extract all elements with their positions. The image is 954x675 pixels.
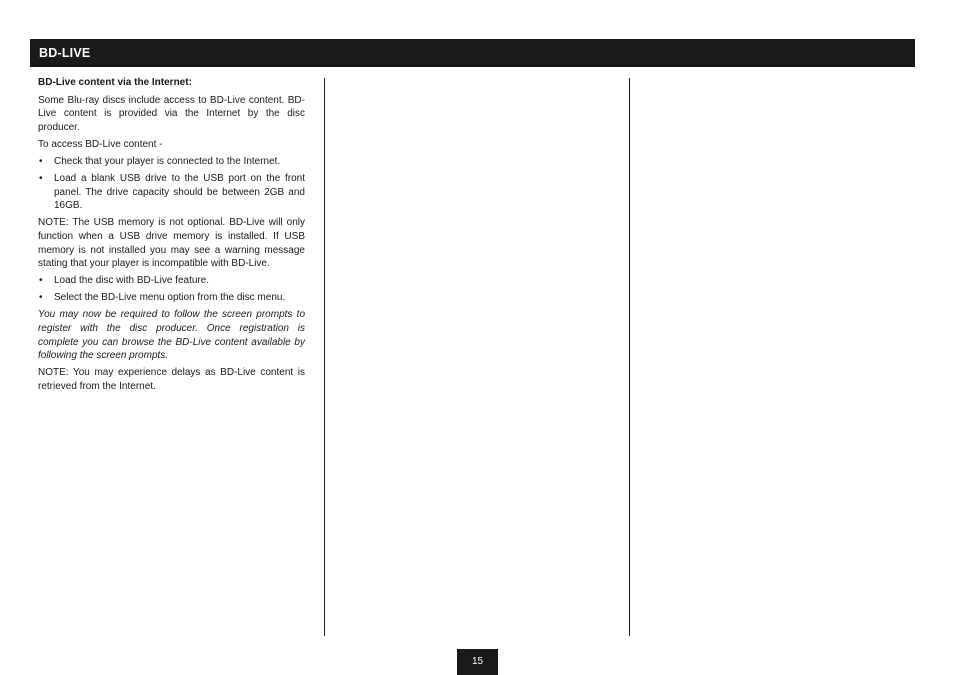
content-column xyxy=(38,76,305,397)
column-divider-left xyxy=(324,78,325,636)
registration-note: You may now be required to follow the screen prompts to register with the disc producer. Once registration is complete you can browse the BD-Live content available by following the screen prompts. xyxy=(38,309,305,362)
access-lead: To access BD-Live content - xyxy=(38,138,163,150)
usb-note: NOTE: The USB memory is not optional. BD-Live will only function when a USB drive memory is installed. If USB memory is not installed you may see a warning message stating that your player is incompatible with BD-Live. xyxy=(38,217,305,270)
delay-note: NOTE: You may experience delays as BD-Live content is retrieved from the Internet. xyxy=(38,367,305,392)
bullet-icon: • xyxy=(39,292,43,304)
list-item-text: Load a blank USB drive to the USB port on the front panel. The drive capacity should be between 2GB and 16GB. xyxy=(54,173,305,212)
list-item xyxy=(38,155,305,169)
subheading: BD-Live content via the Internet: xyxy=(38,77,192,88)
section-header-bar xyxy=(30,39,915,67)
page-number: 15 xyxy=(457,649,498,675)
steps-list-1 xyxy=(38,155,305,213)
list-item xyxy=(38,291,305,305)
list-item-text: Select the BD-Live menu option from the disc menu. xyxy=(54,292,286,304)
section-title: BD-LIVE xyxy=(39,46,91,60)
bullet-icon: • xyxy=(39,173,43,185)
bullet-icon: • xyxy=(39,155,43,167)
list-item xyxy=(38,172,305,213)
steps-list-2 xyxy=(38,274,305,305)
list-item-text: Load the disc with BD-Live feature. xyxy=(54,275,210,287)
intro-paragraph: Some Blu-ray discs include access to BD-Live content. BD-Live content is provided via the Internet by the disc producer. xyxy=(38,94,305,133)
column-divider-right xyxy=(629,78,630,636)
list-item xyxy=(38,274,305,288)
list-item-text: Check that your player is connected to the Internet. xyxy=(54,155,281,167)
bullet-icon: • xyxy=(39,275,43,287)
